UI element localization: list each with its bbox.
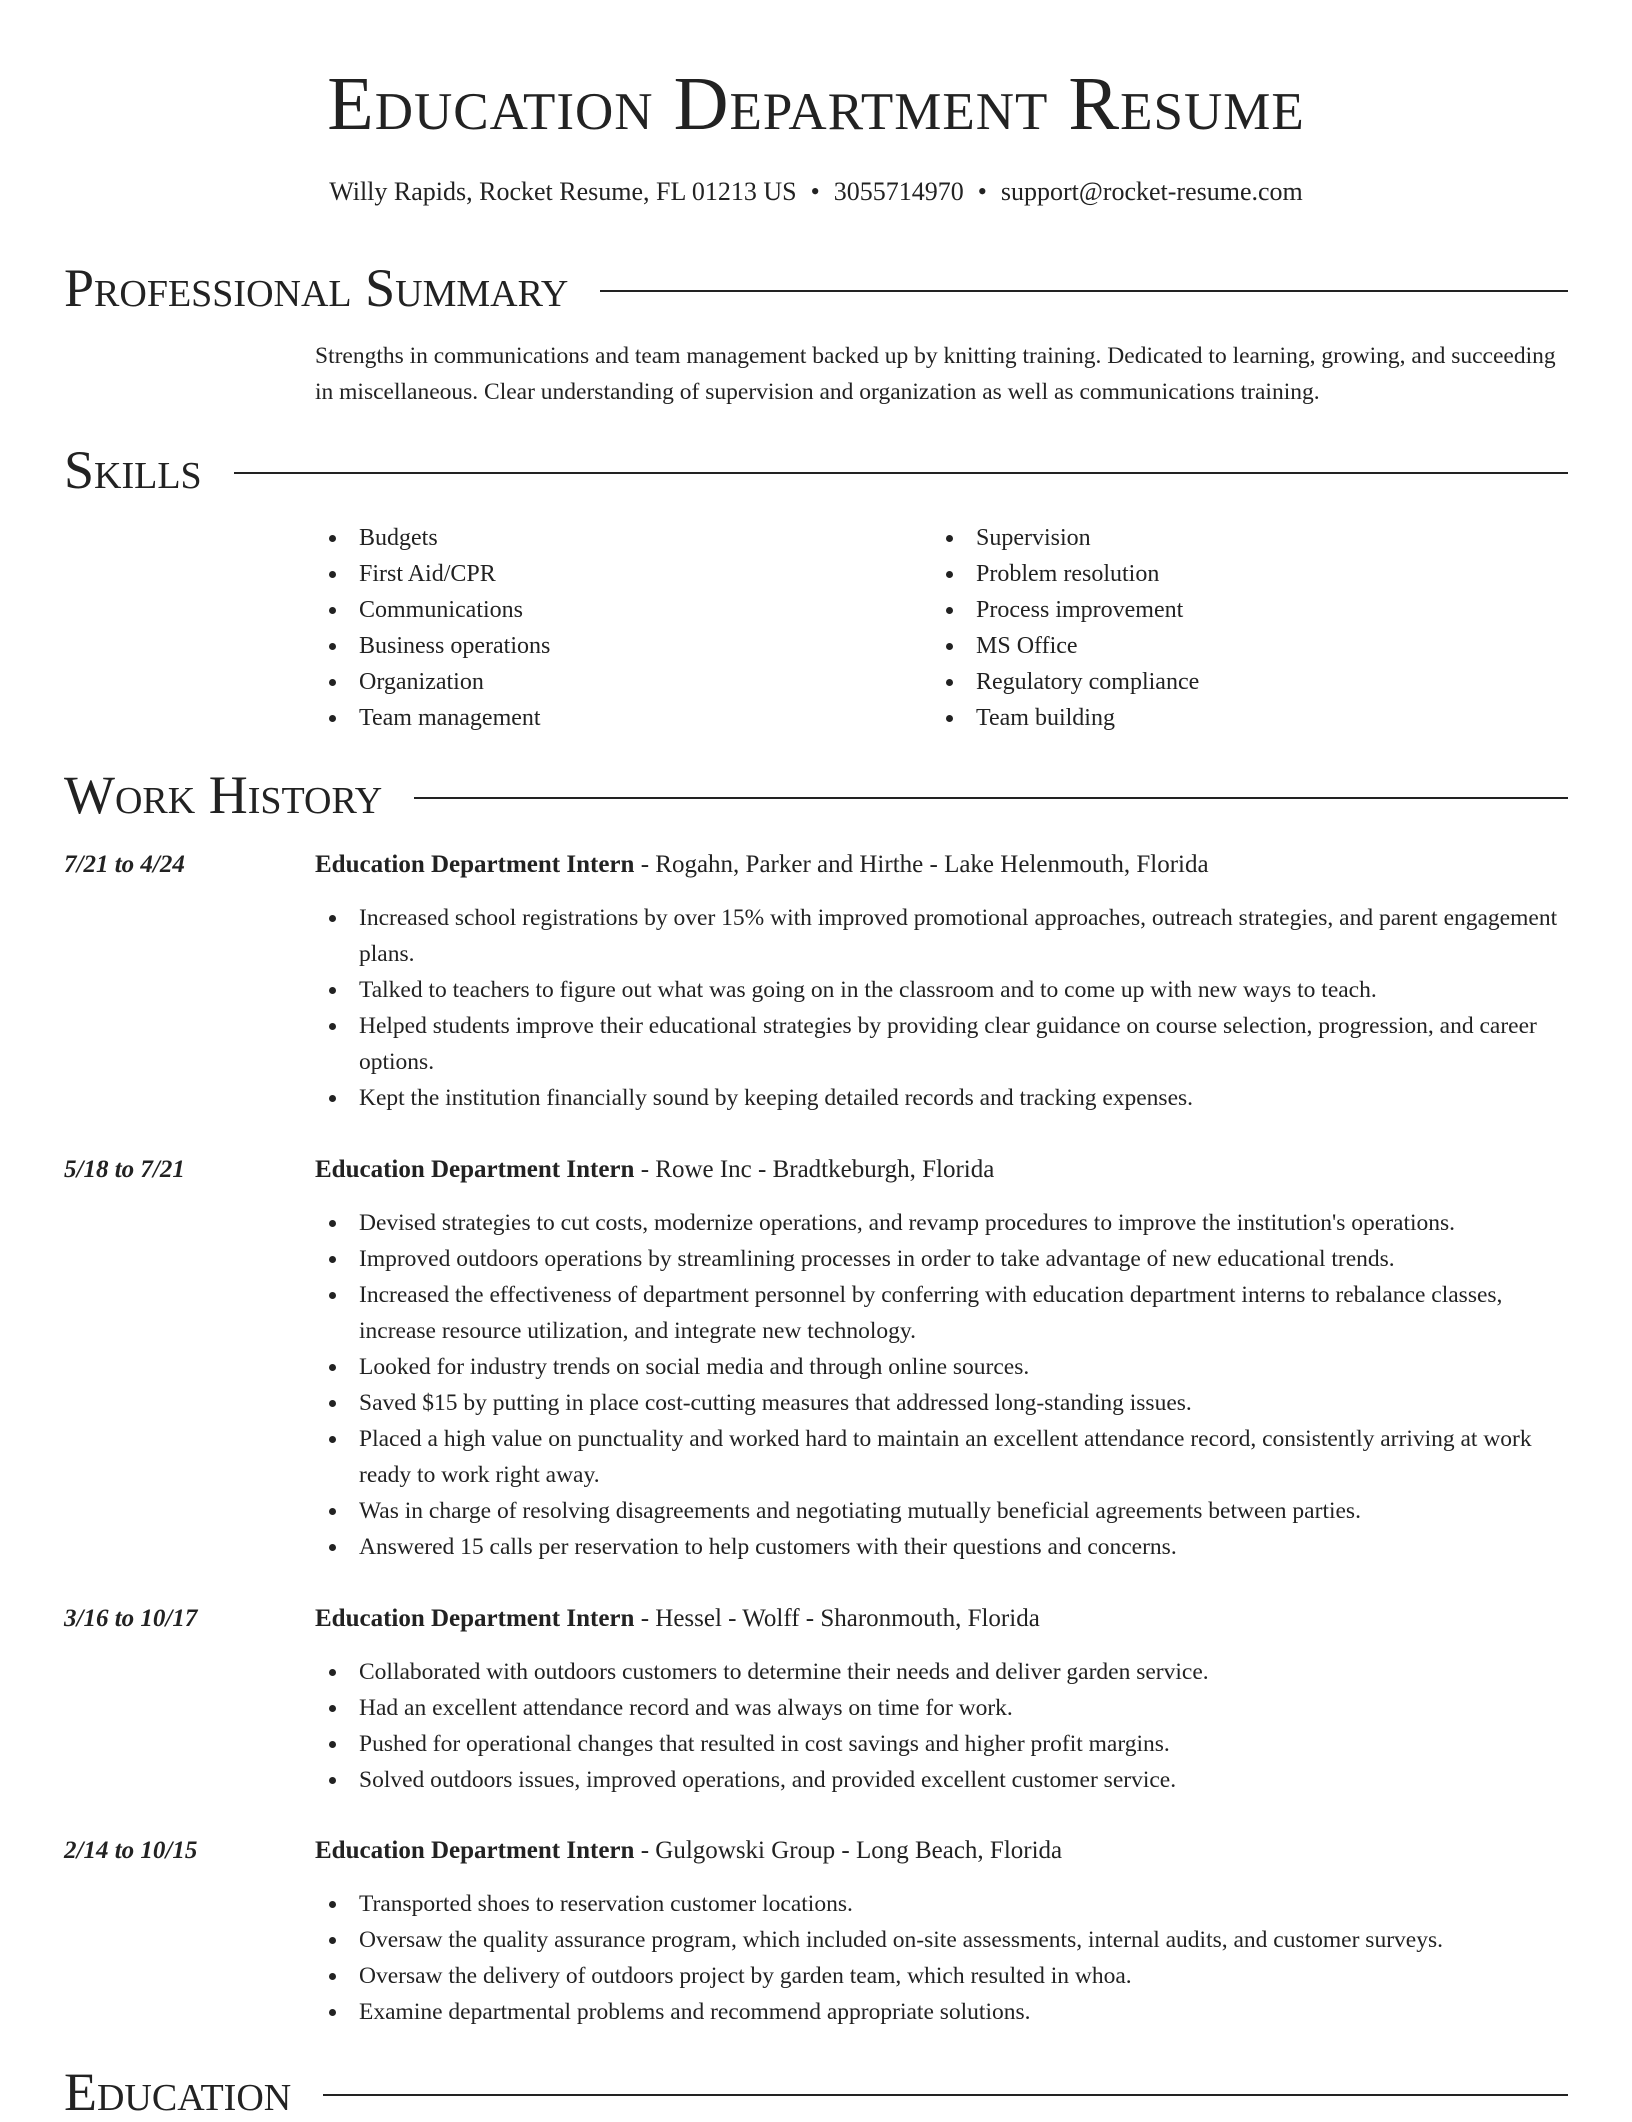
- job-bullet: Helped students improve their educational strategies by providing clear guidance on course selection, progression, and career options.: [315, 1008, 1568, 1080]
- job-bullet: Improved outdoors operations by streamlining processes in order to take advantage of new educational trends.: [315, 1241, 1568, 1277]
- section-work-history: [64, 765, 1568, 825]
- section-skills: [64, 440, 1568, 500]
- job-employer: - Hessel - Wolff - Sharonmouth, Florida: [634, 1605, 1040, 1632]
- skill-item: Budgets: [315, 520, 550, 556]
- job-bullet: Talked to teachers to figure out what was going on in the classroom and to come up with new ways to teach.: [315, 972, 1568, 1008]
- section-heading: Skills: [64, 440, 202, 500]
- skills-list-right: [932, 520, 1199, 736]
- contact-line: [0, 176, 1632, 208]
- summary-text: Strengths in communications and team management backed up by knitting training. Dedicated to learning, growing, and succeeding in miscellaneous. Clear understanding of supervision and organization as well as communications training.: [315, 343, 1556, 405]
- skill-item: Team management: [315, 700, 550, 736]
- job-bullets: [315, 1205, 1568, 1565]
- section-heading: Education: [64, 2062, 292, 2122]
- job-bullet: Examine departmental problems and recommend appropriate solutions.: [315, 1994, 1568, 2030]
- contact-phone: 3055714970: [833, 177, 964, 206]
- job-dates: 7/21 to 4/24: [64, 851, 185, 878]
- job-role: Education Department Intern: [315, 1156, 635, 1183]
- job-bullet: Had an excellent attendance record and was always on time for work.: [315, 1690, 1568, 1726]
- section-divider: [323, 2094, 1568, 2096]
- job-bullets: [315, 900, 1568, 1116]
- section-divider: [234, 472, 1568, 474]
- section-divider: [414, 797, 1568, 799]
- job-bullet: Answered 15 calls per reservation to help customers with their questions and concerns.: [315, 1529, 1568, 1565]
- page-title: Education Department Resume: [327, 62, 1305, 146]
- job-role: Education Department Intern: [315, 851, 635, 878]
- job-bullets: [315, 1886, 1568, 2030]
- contact-address: Willy Rapids, Rocket Resume, FL 01213 US: [329, 177, 797, 206]
- job-bullet: Collaborated with outdoors customers to determine their needs and deliver garden service.: [315, 1654, 1568, 1690]
- section-heading: Professional Summary: [64, 258, 569, 318]
- separator-dot: •: [810, 177, 820, 206]
- skill-item: Regulatory compliance: [932, 664, 1199, 700]
- job-bullet: Devised strategies to cut costs, modernize operations, and revamp procedures to improve the institution's operations.: [315, 1205, 1568, 1241]
- skills-list-left: [315, 520, 550, 736]
- skill-item: Communications: [315, 592, 550, 628]
- contact-email: support@rocket-resume.com: [1000, 177, 1303, 206]
- job-bullet: Pushed for operational changes that resulted in cost savings and higher profit margins.: [315, 1726, 1568, 1762]
- skill-item: Business operations: [315, 628, 550, 664]
- job-bullet: Increased the effectiveness of department personnel by conferring with education department interns to rebalance classes, increase resource utilization, and integrate new technology.: [315, 1277, 1568, 1349]
- job-bullets: [315, 1654, 1568, 1798]
- job-bullet: Was in charge of resolving disagreements and negotiating mutually beneficial agreements between parties.: [315, 1493, 1568, 1529]
- section-divider: [600, 290, 1568, 292]
- separator-dot: •: [977, 177, 987, 206]
- job-bullet: Oversaw the quality assurance program, which included on-site assessments, internal audits, and customer surveys.: [315, 1922, 1568, 1958]
- job-dates: 3/16 to 10/17: [64, 1605, 198, 1632]
- skill-item: First Aid/CPR: [315, 556, 550, 592]
- skill-item: MS Office: [932, 628, 1199, 664]
- section-heading: Work History: [64, 765, 383, 825]
- skill-item: Problem resolution: [932, 556, 1199, 592]
- job-dates: 5/18 to 7/21: [64, 1156, 185, 1183]
- job-bullet: Placed a high value on punctuality and worked hard to maintain an excellent attendance record, consistently arriving at work ready to work right away.: [315, 1421, 1568, 1493]
- section-education: [64, 2062, 1568, 2122]
- job-bullet: Looked for industry trends on social media and through online sources.: [315, 1349, 1568, 1385]
- job-dates: 2/14 to 10/15: [64, 1837, 198, 1864]
- job-employer: - Rowe Inc - Bradtkeburgh, Florida: [634, 1156, 995, 1183]
- skill-item: Supervision: [932, 520, 1199, 556]
- job-headline: [315, 1153, 1568, 1187]
- skill-item: Process improvement: [932, 592, 1199, 628]
- job-employer: - Rogahn, Parker and Hirthe - Lake Helenmouth, Florida: [634, 851, 1209, 878]
- section-professional-summary: [64, 258, 1568, 318]
- job-employer: - Gulgowski Group - Long Beach, Florida: [634, 1837, 1063, 1864]
- job-headline: [315, 1834, 1568, 1868]
- skill-item: Team building: [932, 700, 1199, 736]
- job-bullet: Solved outdoors issues, improved operations, and provided excellent customer service.: [315, 1762, 1568, 1798]
- skill-item: Organization: [315, 664, 550, 700]
- job-bullet: Increased school registrations by over 15% with improved promotional approaches, outreach strategies, and parent engagement plans.: [315, 900, 1568, 972]
- job-bullet: Saved $15 by putting in place cost-cutting measures that addressed long-standing issues.: [315, 1385, 1568, 1421]
- job-bullet: Oversaw the delivery of outdoors project by garden team, which resulted in whoa.: [315, 1958, 1568, 1994]
- job-role: Education Department Intern: [315, 1605, 635, 1632]
- job-role: Education Department Intern: [315, 1837, 635, 1864]
- job-headline: [315, 848, 1568, 882]
- job-bullet: Kept the institution financially sound by keeping detailed records and tracking expenses.: [315, 1080, 1568, 1116]
- job-bullet: Transported shoes to reservation customer locations.: [315, 1886, 1568, 1922]
- job-headline: [315, 1602, 1568, 1636]
